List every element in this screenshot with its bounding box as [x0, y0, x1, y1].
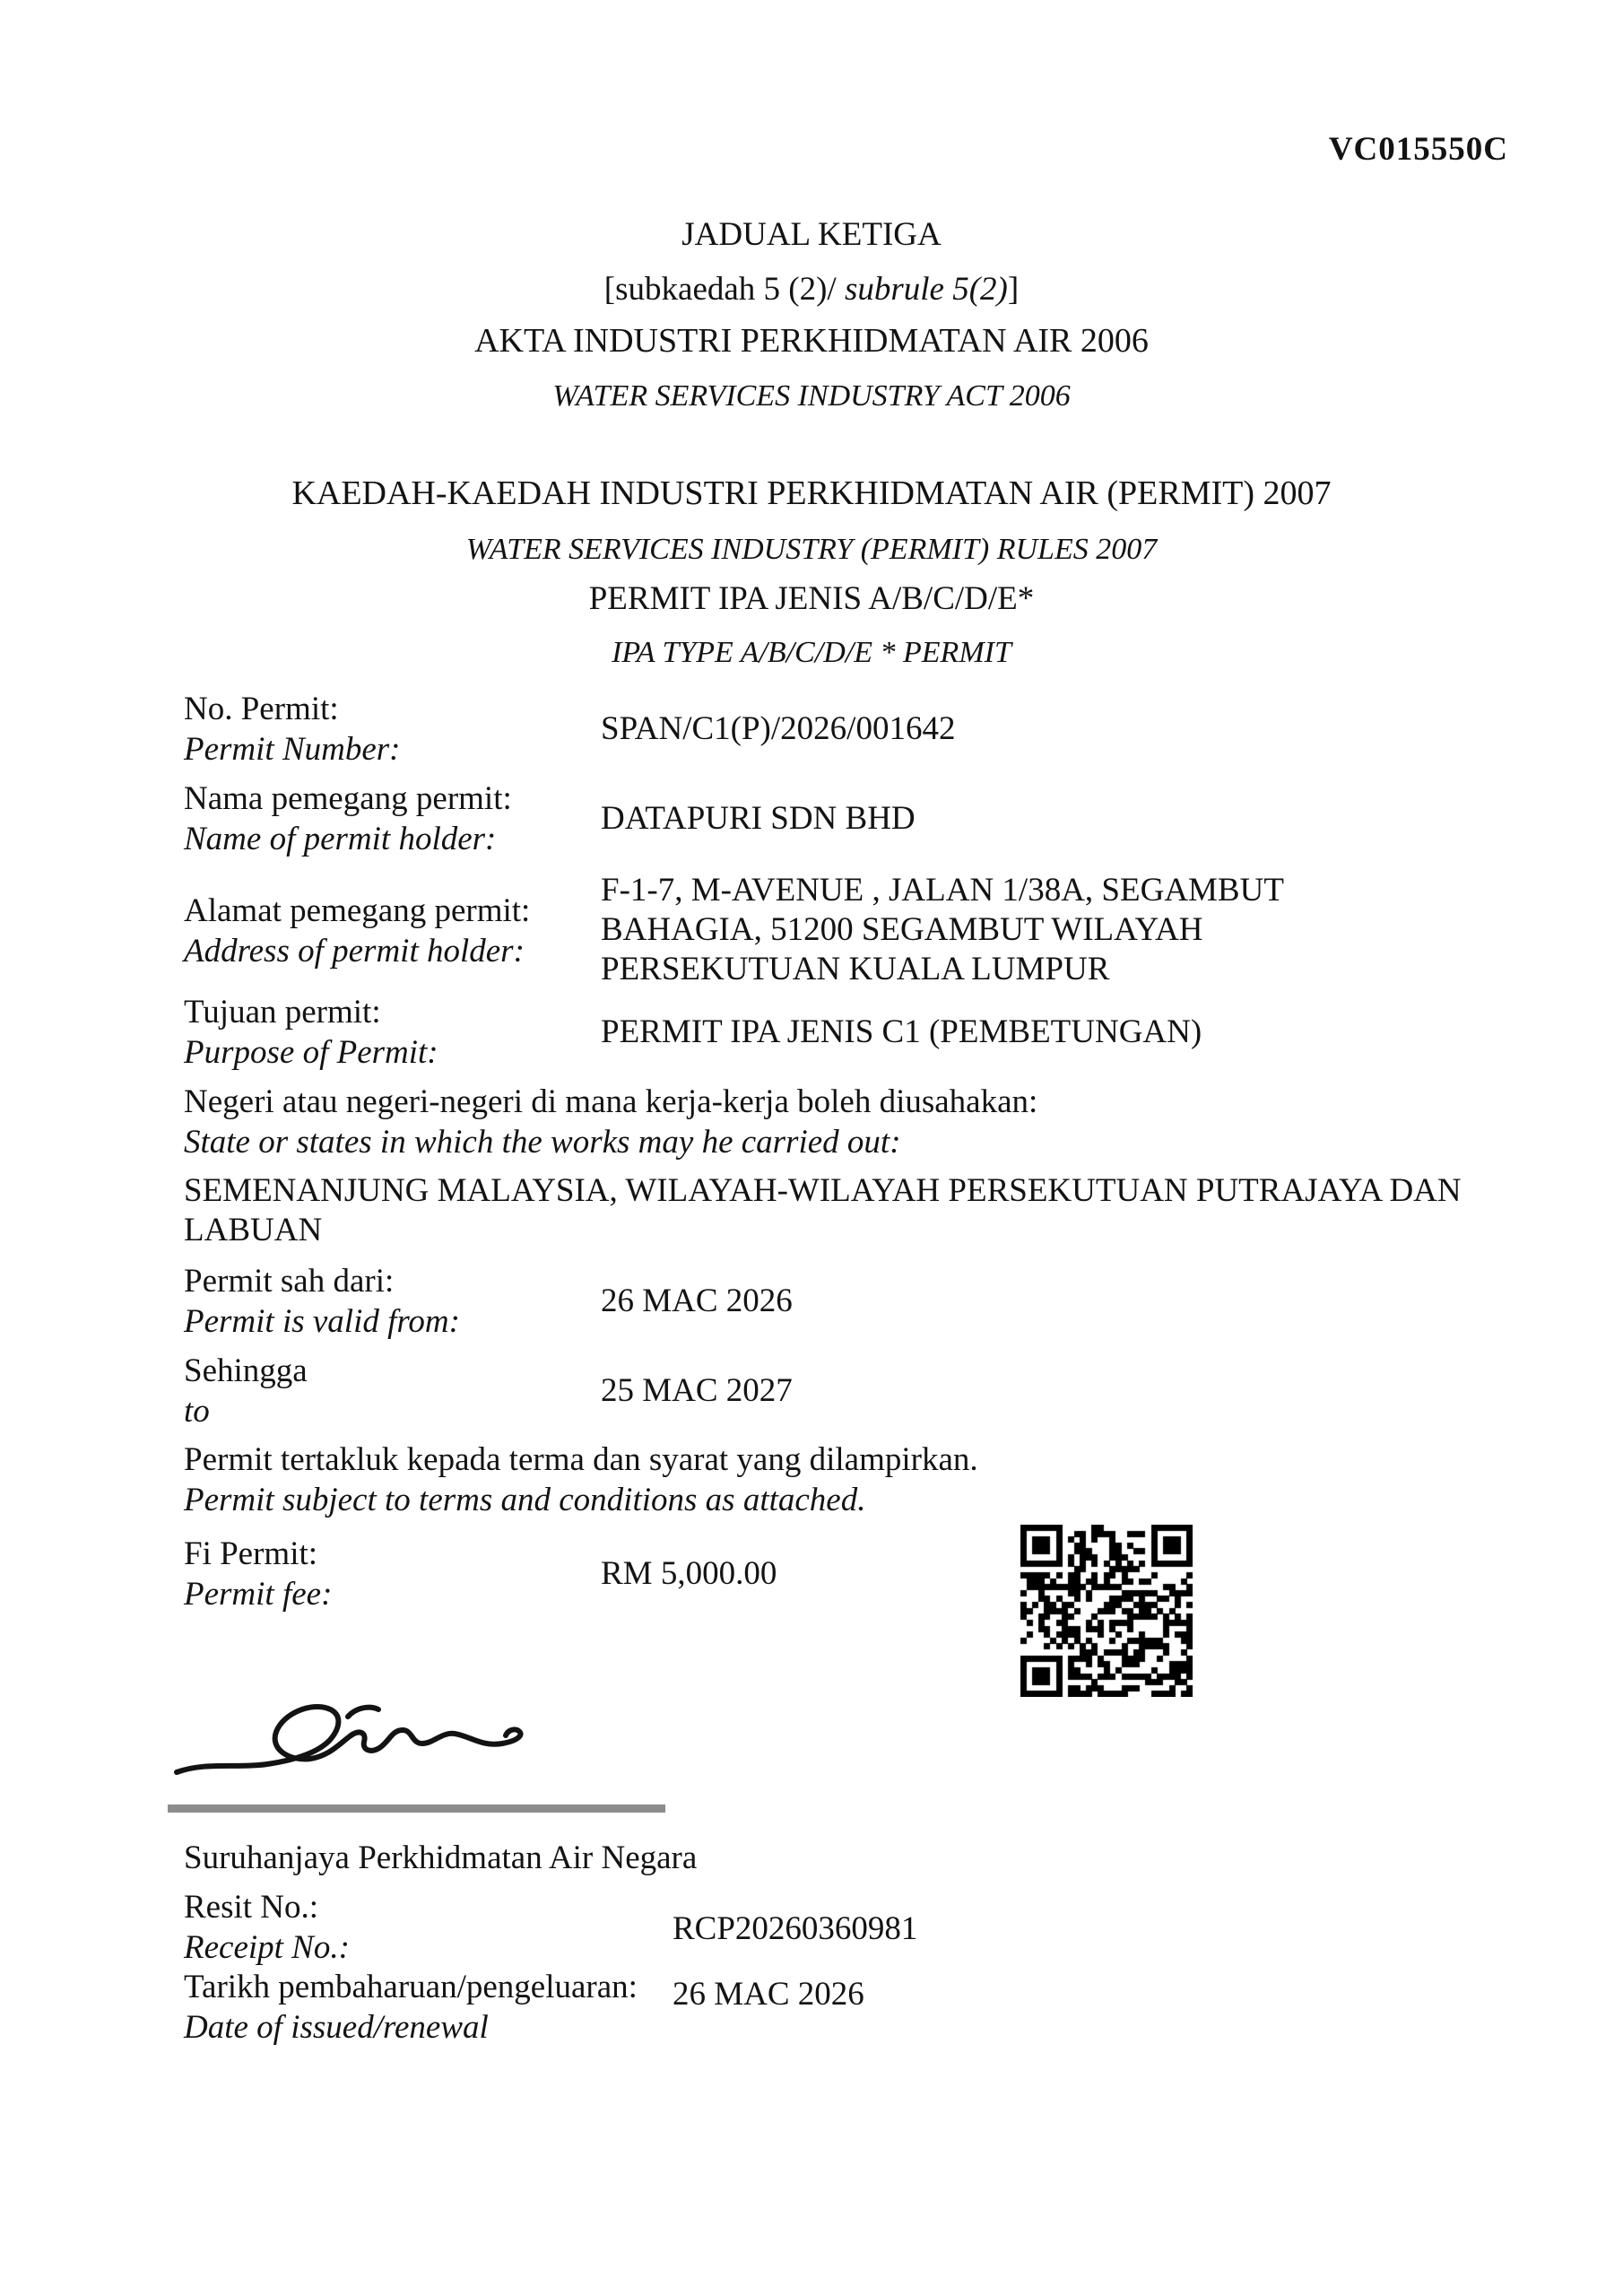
signature	[166, 1702, 547, 1792]
doc-code: VC015550C	[1328, 131, 1508, 168]
holder-name-label-en: Name of permit holder:	[184, 821, 497, 857]
heading-act-my: AKTA INDUSTRI PERKHIDMATAN AIR 2006	[474, 322, 1149, 360]
issue-date-label-my: Tarikh pembaharuan/pengeluaran:	[184, 1969, 638, 2005]
subrule-italic: subrule 5(2)	[844, 271, 1008, 308]
valid-until-label-en: to	[184, 1393, 210, 1430]
field-purpose	[184, 992, 1596, 1073]
valid-from-label-en: Permit is valid from:	[184, 1303, 460, 1340]
heading-act-en: WATER SERVICES INDUSTRY ACT 2006	[552, 379, 1071, 413]
heading-rules-en: WATER SERVICES INDUSTRY (PERMIT) RULES 2007	[465, 533, 1158, 566]
field-receipt-number	[184, 1887, 1596, 1968]
holder-address-value: F-1-7, M-AVENUE , JALAN 1/38A, SEGAMBUT BAHAGIA, 51200 SEGAMBUT WILAYAH PERSEKUTUAN KUALA LUMPUR	[601, 872, 1284, 987]
heading-title: JADUAL KETIGA	[681, 216, 942, 253]
purpose-label-en: Purpose of Permit:	[184, 1034, 438, 1071]
heading-permit-type-my: PERMIT IPA JENIS A/B/C/D/E*	[588, 580, 1035, 617]
terms-my: Permit tertakluk kepada terma dan syarat yang dilampirkan.	[184, 1441, 978, 1478]
signatory-name: Suruhanjaya Perkhidmatan Air Negara	[184, 1839, 698, 1876]
signature-line	[168, 1805, 665, 1813]
valid-until-value: 25 MAC 2027	[601, 1372, 793, 1409]
terms-en: Permit subject to terms and conditions as attached.	[184, 1482, 866, 1518]
heading-permit-type-en: IPA TYPE A/B/C/D/E * PERMIT	[612, 636, 1011, 669]
field-valid-until	[184, 1351, 1596, 1431]
valid-from-label-my: Permit sah dari:	[184, 1263, 395, 1300]
subrule-prefix: [subkaedah 5 (2)/	[603, 271, 845, 308]
receipt-label-my: Resit No.:	[184, 1889, 319, 1926]
states-label-my: Negeri atau negeri-negeri di mana kerja-kerja boleh diusahakan:	[184, 1083, 1038, 1120]
holder-address-label-my: Alamat pemegang permit:	[184, 892, 531, 929]
heading-rules-my: KAEDAH-KAEDAH INDUSTRI PERKHIDMATAN AIR (PERMIT) 2007	[291, 474, 1332, 512]
valid-until-label-my: Sehingga	[184, 1352, 308, 1389]
permit-number-value: SPAN/C1(P)/2026/001642	[601, 710, 956, 747]
fee-value: RM 5,000.00	[601, 1555, 777, 1592]
holder-address-label-en: Address of permit holder:	[184, 933, 525, 970]
holder-name-value: DATAPURI SDN BHD	[601, 800, 916, 837]
field-holder-address	[184, 872, 1596, 987]
purpose-label-my: Tujuan permit:	[184, 994, 381, 1031]
states-label	[184, 1082, 1037, 1162]
states-label-en: State or states in which the works may he carried out:	[184, 1124, 901, 1161]
field-holder-name	[184, 778, 1596, 859]
holder-name-label-my: Nama pemegang permit:	[184, 780, 512, 817]
terms	[184, 1439, 978, 1520]
fee-label-en: Permit fee:	[184, 1576, 333, 1613]
field-valid-from	[184, 1261, 1596, 1342]
issue-date-value: 26 MAC 2026	[673, 1976, 864, 2013]
permit-number-label-my: No. Permit:	[184, 691, 339, 727]
qr-code	[1020, 1525, 1193, 1697]
field-issue-date	[184, 1967, 1596, 2048]
purpose-value: PERMIT IPA JENIS C1 (PEMBETUNGAN)	[601, 1013, 1202, 1050]
receipt-label-en: Receipt No.:	[184, 1929, 350, 1966]
field-permit-number	[184, 689, 1596, 770]
receipt-number-value: RCP20260360981	[673, 1910, 918, 1947]
states-value: SEMENANJUNG MALAYSIA, WILAYAH-WILAYAH PERSEKUTUAN PUTRAJAYA DAN LABUAN	[184, 1172, 1462, 1248]
subrule-suffix: ]	[1007, 271, 1020, 308]
heading-subrule	[0, 272, 1623, 309]
permit-number-label-en: Permit Number:	[184, 731, 401, 768]
valid-from-value: 26 MAC 2026	[601, 1283, 793, 1319]
field-fee	[184, 1534, 1596, 1614]
issue-date-label-en: Date of issued/renewal	[184, 2009, 489, 2046]
fee-label-my: Fi Permit:	[184, 1535, 318, 1572]
